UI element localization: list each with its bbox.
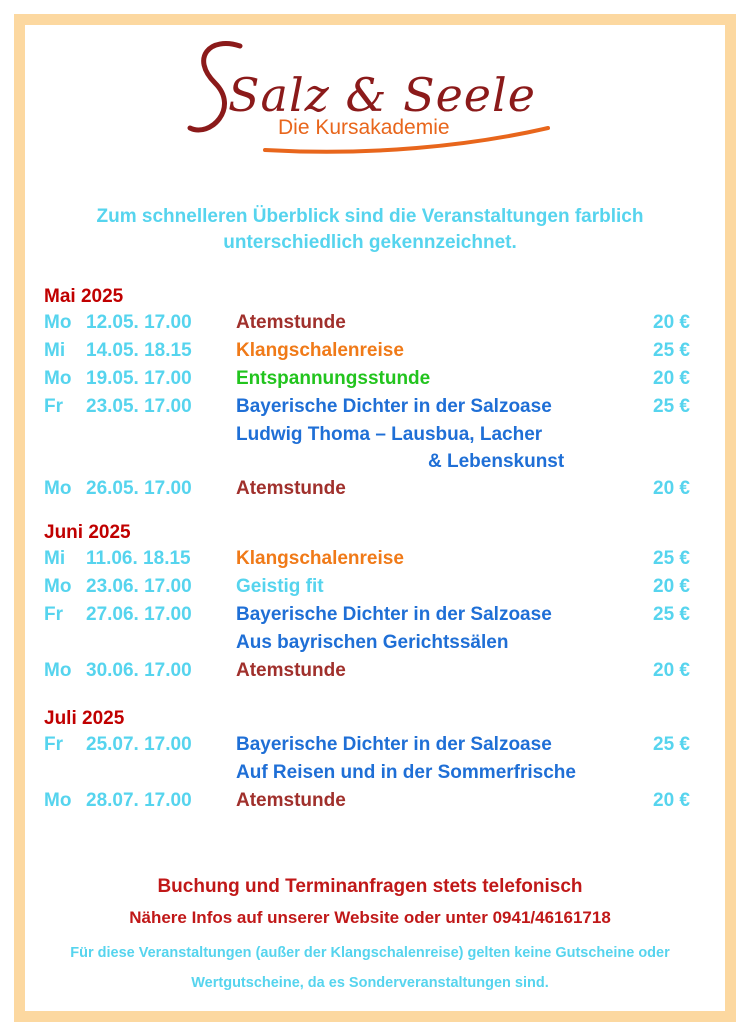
event-title: Entspannungsstunde — [236, 368, 431, 389]
logo-title: Salz & Seele — [228, 68, 536, 122]
event-subtitle: Auf Reisen und in der Sommerfrische — [236, 762, 576, 783]
event-row — [44, 790, 694, 818]
event-row — [44, 478, 694, 506]
event-day: Fr — [44, 734, 63, 755]
event-row — [44, 734, 694, 762]
event-title: Bayerische Dichter in der Salzoase — [236, 604, 552, 625]
event-row — [44, 548, 694, 576]
event-day: Mo — [44, 576, 72, 597]
voucher-note: Für diese Veranstaltungen (außer der Klangschalenreise) gelten keine Gutscheine oder Wertgutscheine, da es Sonderveranstaltungen sind. — [70, 945, 670, 991]
event-date: 12.05. 17.00 — [86, 312, 192, 333]
event-day: Mo — [44, 790, 72, 811]
event-day: Mi — [44, 548, 66, 569]
event-subtitle: Aus bayrischen Gerichtssälen — [236, 632, 509, 653]
event-day: Mo — [44, 660, 72, 681]
event-row — [44, 396, 694, 424]
event-title: Atemstunde — [236, 478, 346, 499]
event-row — [44, 660, 694, 688]
event-price: 20 € — [653, 660, 690, 681]
event-price: 25 € — [653, 604, 690, 625]
month-heading: Juni 2025 — [44, 522, 131, 543]
event-row — [44, 340, 694, 368]
logo — [170, 28, 560, 168]
contact-info: Nähere Infos auf unserer Website oder unter 0941/46161718 — [129, 908, 611, 927]
event-price: 20 € — [653, 576, 690, 597]
event-day: Mo — [44, 368, 72, 389]
event-title: Atemstunde — [236, 790, 346, 811]
event-date: 28.07. 17.00 — [86, 790, 192, 811]
event-price: 25 € — [653, 734, 690, 755]
event-row — [44, 576, 694, 604]
event-day: Mo — [44, 478, 72, 499]
event-title: Atemstunde — [236, 312, 346, 333]
event-date: 23.05. 17.00 — [86, 396, 192, 417]
event-date: 11.06. 18.15 — [86, 548, 191, 569]
event-price: 25 € — [653, 548, 690, 569]
event-title: Geistig fit — [236, 576, 324, 597]
event-date: 30.06. 17.00 — [86, 660, 192, 681]
logo-subtitle: Die Kursakademie — [278, 116, 450, 139]
event-row — [44, 312, 694, 340]
event-price: 20 € — [653, 790, 690, 811]
month-heading: Mai 2025 — [44, 286, 124, 307]
event-day: Mi — [44, 340, 66, 361]
event-title: Atemstunde — [236, 660, 346, 681]
event-price: 20 € — [653, 312, 690, 333]
event-date: 14.05. 18.15 — [86, 340, 192, 361]
event-title: Bayerische Dichter in der Salzoase — [236, 734, 552, 755]
event-price: 20 € — [653, 478, 690, 499]
event-title: Bayerische Dichter in der Salzoase — [236, 396, 552, 417]
event-date: 23.06. 17.00 — [86, 576, 192, 597]
event-row — [44, 604, 694, 632]
event-subtitle: & Lebenskunst — [428, 451, 565, 472]
event-title: Klangschalenreise — [236, 340, 404, 361]
booking-note: Buchung und Terminanfragen stets telefonisch — [157, 876, 583, 897]
event-row — [44, 368, 694, 396]
event-day: Fr — [44, 396, 63, 417]
intro-text: Zum schnelleren Überblick sind die Veranstaltungen farblich unterschiedlich gekennzeichnet. — [96, 206, 644, 253]
event-date: 26.05. 17.00 — [86, 478, 192, 499]
event-date: 27.06. 17.00 — [86, 604, 192, 625]
event-date: 25.07. 17.00 — [86, 734, 192, 755]
event-price: 25 € — [653, 340, 690, 361]
event-day: Mo — [44, 312, 72, 333]
month-heading: Juli 2025 — [44, 708, 125, 729]
event-date: 19.05. 17.00 — [86, 368, 192, 389]
event-day: Fr — [44, 604, 63, 625]
event-subtitle: Ludwig Thoma – Lausbua, Lacher — [236, 424, 543, 445]
event-title: Klangschalenreise — [236, 548, 404, 569]
event-price: 20 € — [653, 368, 690, 389]
event-price: 25 € — [653, 396, 690, 417]
